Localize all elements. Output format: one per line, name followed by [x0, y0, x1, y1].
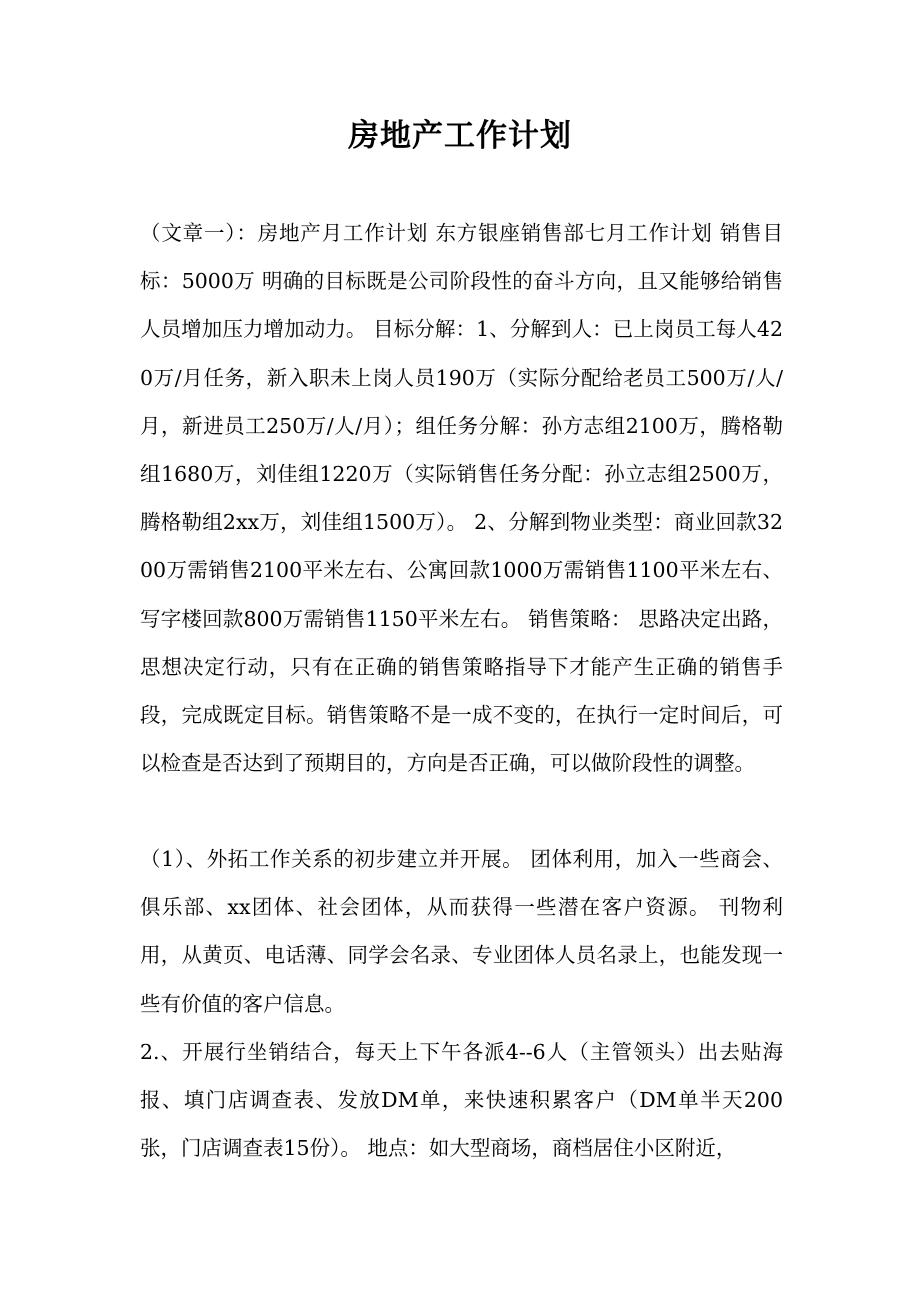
paragraph-sales-plan: （文章一）：房地产月工作计划 东方银座销售部七月工作计划 销售目标：5000万 明确的目标既是公司阶段性的奋斗方向，且又能够给销售人员增加压力增加动力。 目标分解：1、分解到人：已上岗员工每人420万/月任务，新入职未上岗人员190万（实际分配给老员工500万/人/月，新进员工250万/人/月）；组任务分解：孙方志组2100万，腾格勒组1680万，刘佳组1220万（实际销售任务分配：孙立志组2500万，腾格勒组2xx万，刘佳组1500万）。 2、分解到物业类型：商业回款3200万需销售2100平米左右、公寓回款1000万需销售1100平米左右、写字楼回款800万需销售1150平米左右。 销售策略： 思路决定出路，思想决定行动，只有在正确的销售策略指导下才能产生正确的销售手段，完成既定目标。销售策略不是一成不变的，在执行一定时间后，可以检查是否达到了预期目的，方向是否正确，可以做阶段性的调整。 [140, 221, 783, 776]
paragraph-field-sales: 2.、开展行坐销结合，每天上下午各派4--6人（主管领头）出去贴海报、填门店调查表、发放DM单，来快速积累客户（DM单半天200张，门店调查表15份）。 地点：如大型商场，商档居住小区附近， [140, 1040, 783, 1161]
document-title: 房地产工作计划 [348, 118, 572, 154]
paragraph-external-expansion: （1）、外拓工作关系的初步建立并开展。 团体利用，加入一些商会、俱乐部、xx团体、社会团体，从而获得一些潜在客户资源。 刊物利用，从黄页、电话薄、同学会名录、专业团体人员名录上，也能发现一些有价值的客户信息。 [140, 847, 783, 1016]
